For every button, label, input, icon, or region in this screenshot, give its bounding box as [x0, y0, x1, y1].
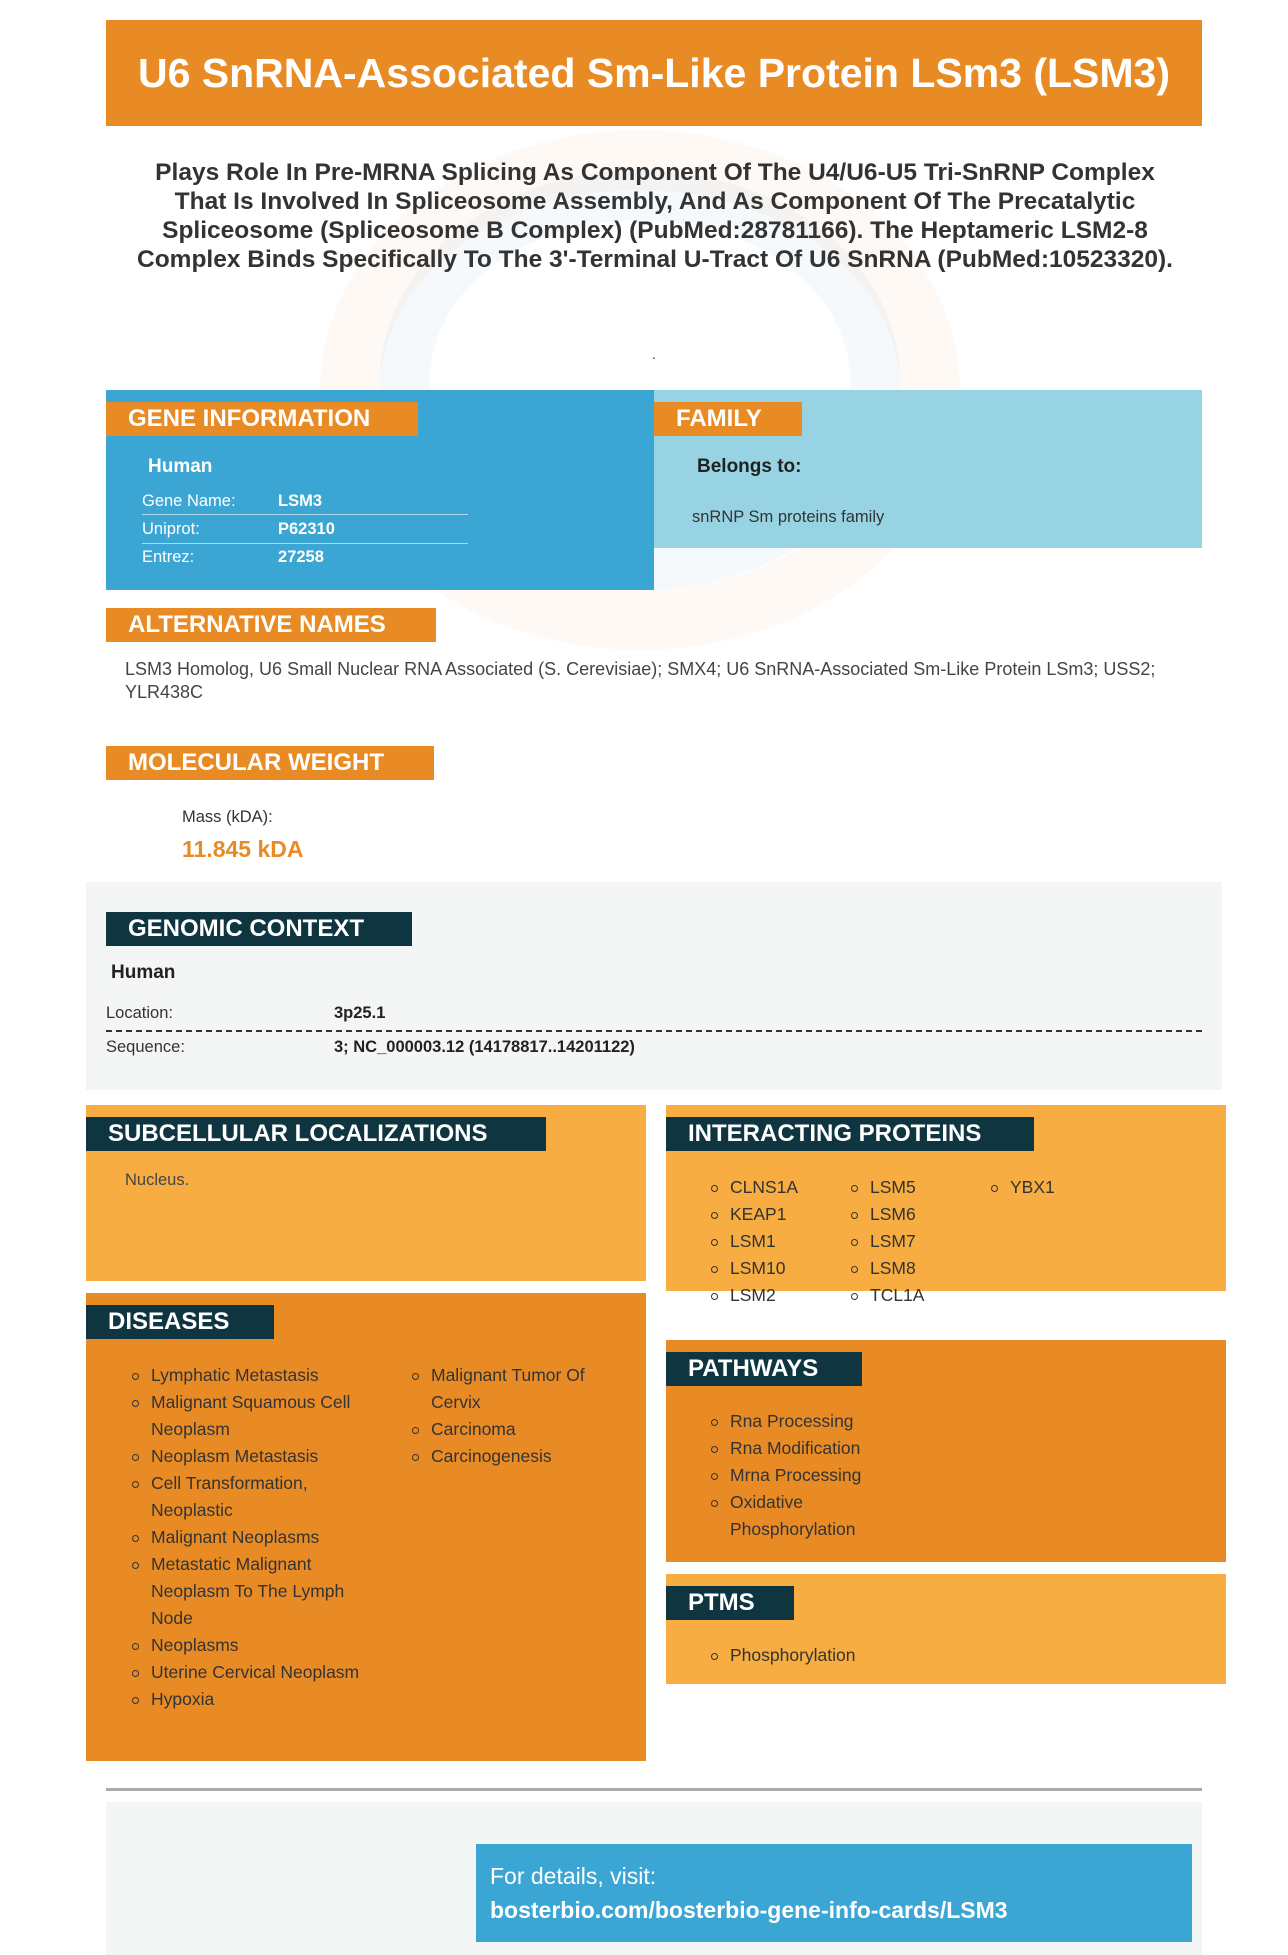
list-item: Rna Modification: [708, 1435, 878, 1462]
ptms-list: [708, 1642, 856, 1669]
separator-dot: .: [652, 346, 656, 362]
sequence-row: [106, 1038, 1202, 1064]
page-title: U6 SnRNA-Associated Sm-Like Protein LSm3 (LSM3): [106, 20, 1202, 126]
gene-information-header: GENE INFORMATION: [106, 402, 418, 436]
family-panel: [654, 390, 1202, 548]
family-header: FAMILY: [654, 402, 802, 436]
gene-name-label: Gene Name:: [142, 491, 236, 510]
subcellular-panel: [86, 1105, 646, 1281]
diseases-panel: [86, 1293, 646, 1761]
location-row: [106, 1000, 1202, 1032]
uniprot-label: Uniprot:: [142, 519, 200, 538]
alternative-names-text: LSM3 Homolog, U6 Small Nuclear RNA Associated (S. Cerevisiae); SMX4; U6 SnRNA-Associated Sm-Like Protein LSm3; USS2; YLR438C: [125, 659, 1156, 702]
list-item: Phosphorylation: [708, 1642, 856, 1669]
mass-label: Mass (kDA):: [182, 808, 273, 826]
list-item: Neoplasms: [129, 1632, 369, 1659]
sequence-label: Sequence:: [106, 1038, 185, 1056]
list-item: Malignant Squamous Cell Neoplasm: [129, 1389, 369, 1443]
diseases-header: DISEASES: [86, 1305, 274, 1339]
interacting-list-col1: [708, 1174, 798, 1309]
list-item: YBX1: [988, 1174, 1055, 1201]
diseases-list-col1: [129, 1362, 369, 1713]
list-item: LSM7: [848, 1228, 924, 1255]
location-label: Location:: [106, 1004, 173, 1022]
gene-name-value: LSM3: [278, 491, 323, 510]
family-value: snRNP Sm proteins family: [692, 508, 885, 526]
genomic-species: Human: [111, 962, 176, 983]
list-item: LSM2: [708, 1282, 798, 1309]
list-item: Carcinogenesis: [409, 1443, 599, 1470]
list-item: Cell Transformation, Neoplastic: [129, 1470, 369, 1524]
molecular-weight-header: MOLECULAR WEIGHT: [106, 746, 434, 780]
list-item: Oxidative Phosphorylation: [708, 1489, 878, 1543]
genomic-context-header: GENOMIC CONTEXT: [106, 912, 412, 946]
pathways-header: PATHWAYS: [666, 1352, 862, 1386]
list-item: Neoplasm Metastasis: [129, 1443, 369, 1470]
interacting-list-col3: [988, 1174, 1055, 1201]
subcellular-text: Nucleus.: [125, 1171, 190, 1189]
diseases-list-col2: [409, 1362, 599, 1470]
list-item: LSM10: [708, 1255, 798, 1282]
gene-information-panel: [106, 390, 654, 590]
list-item: Metastatic Malignant Neoplasm To The Lymph Node: [129, 1551, 369, 1632]
list-item: Hypoxia: [129, 1686, 369, 1713]
interacting-proteins-header: INTERACTING PROTEINS: [666, 1117, 1034, 1151]
location-value: 3p25.1: [334, 1004, 386, 1022]
entrez-value: 27258: [278, 547, 324, 566]
list-item: Lymphatic Metastasis: [129, 1362, 369, 1389]
gene-species: Human: [148, 456, 213, 477]
list-item: CLNS1A: [708, 1174, 798, 1201]
list-item: LSM5: [848, 1174, 924, 1201]
list-item: KEAP1: [708, 1201, 798, 1228]
ptms-header: PTMS: [666, 1586, 794, 1620]
list-item: LSM6: [848, 1201, 924, 1228]
list-item: Mrna Processing: [708, 1462, 878, 1489]
list-item: Rna Processing: [708, 1408, 878, 1435]
interacting-proteins-panel: [666, 1105, 1226, 1305]
list-item: Uterine Cervical Neoplasm: [129, 1659, 369, 1686]
protein-description: Plays Role In Pre-MRNA Splicing As Component Of The U4/U6-U5 Tri-SnRNP Complex That Is Involved In Spliceosome Assembly, And As Component Of The Precatalytic Spliceosome (Spliceosome B Complex) (PubMed:28781166). The Heptameric LSM2-8 Complex Binds Specifically To The 3'-Terminal U-Tract Of U6 SnRNA (PubMed:10523320).: [137, 159, 1173, 273]
details-label: For details, visit:: [490, 1863, 657, 1889]
gene-info-row: [142, 515, 468, 544]
gene-info-row: [142, 488, 468, 515]
pathways-panel: [666, 1340, 1226, 1562]
ptms-panel: [666, 1574, 1226, 1684]
gene-info-row: [142, 544, 468, 570]
details-link-box[interactable]: [476, 1844, 1192, 1942]
mass-value: 11.845 kDA: [182, 836, 304, 862]
details-url-link[interactable]: bosterbio.com/bosterbio-gene-info-cards/LSM3: [490, 1897, 1008, 1923]
list-item: Carcinoma: [409, 1416, 599, 1443]
belongs-to-label: Belongs to:: [697, 456, 802, 477]
pathways-list: [708, 1408, 878, 1543]
sequence-value: 3; NC_000003.12 (14178817..14201122): [334, 1038, 635, 1056]
list-item: Malignant Neoplasms: [129, 1524, 369, 1551]
gene-info-table: [142, 488, 468, 570]
alternative-names-header: ALTERNATIVE NAMES: [106, 608, 436, 642]
list-item: Malignant Tumor Of Cervix: [409, 1362, 599, 1416]
genomic-context-panel: [86, 882, 1222, 1090]
uniprot-value: P62310: [278, 519, 335, 538]
list-item: LSM1: [708, 1228, 798, 1255]
list-item: LSM8: [848, 1255, 924, 1282]
interacting-list-col2: [848, 1174, 924, 1309]
entrez-label: Entrez:: [142, 547, 195, 566]
footer-divider: [106, 1788, 1202, 1791]
footer-panel: [106, 1802, 1202, 1955]
subcellular-header: SUBCELLULAR LOCALIZATIONS: [86, 1117, 546, 1151]
list-item: TCL1A: [848, 1282, 924, 1309]
